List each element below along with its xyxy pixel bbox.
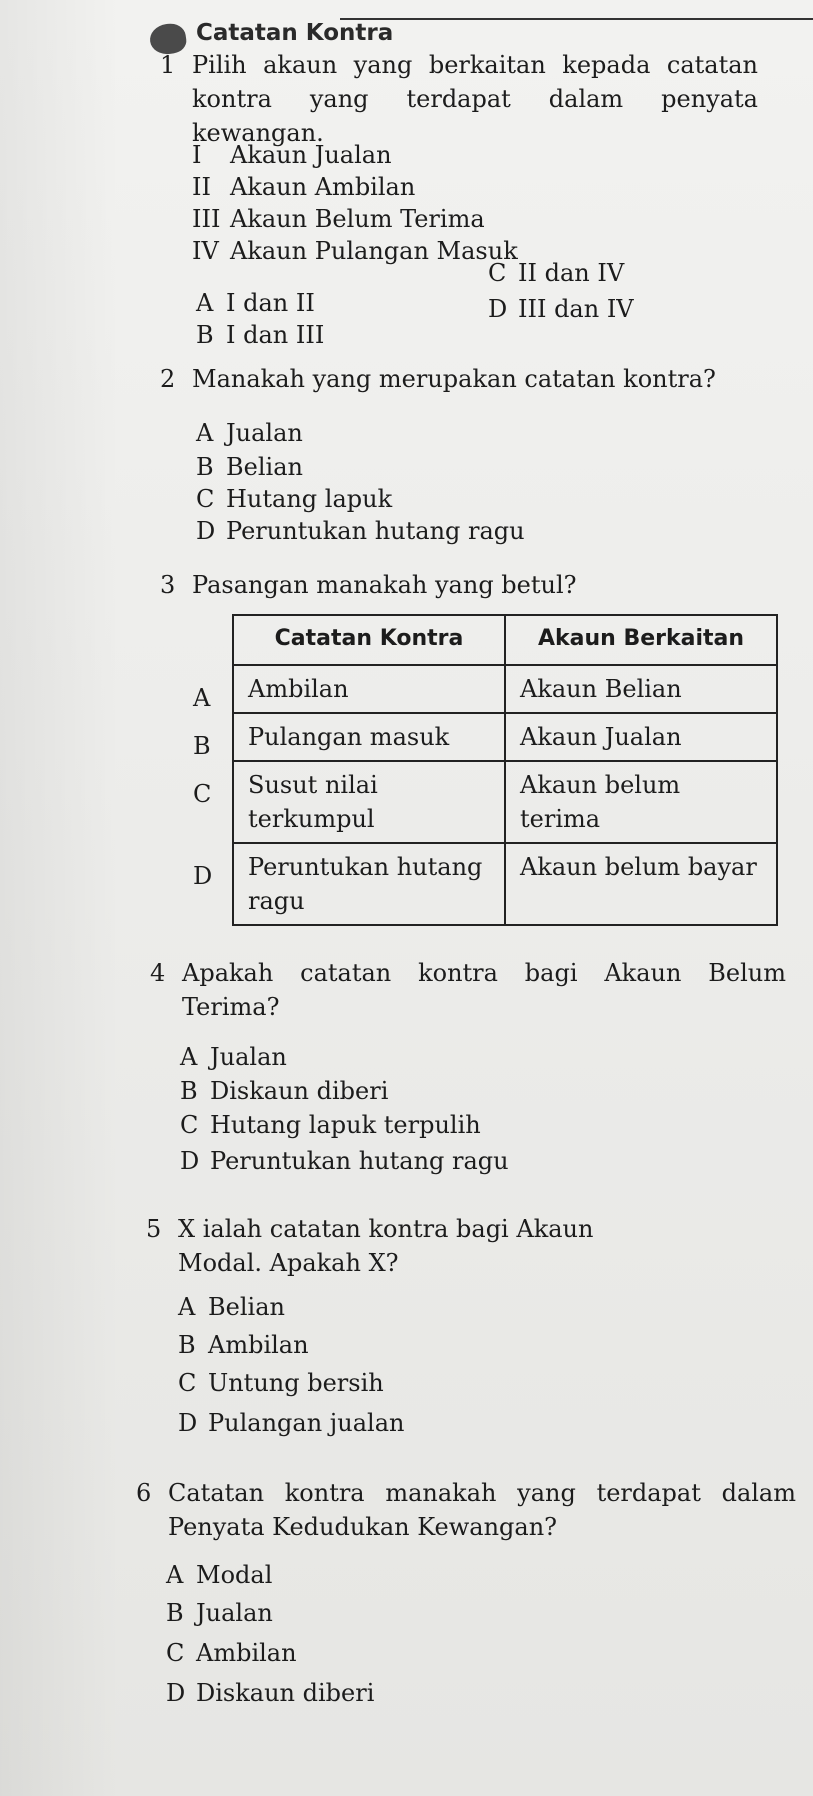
q1-item-2: II Akaun Ambilan xyxy=(192,173,416,201)
column-header-kontra: Catatan Kontra xyxy=(233,615,505,665)
question-stem: X ialah catatan kontra bagi Akaun Modal. Apakah X? xyxy=(178,1215,594,1277)
cell-akaun: Akaun belum bayar xyxy=(505,843,777,925)
q5-option-a[interactable]: A Belian xyxy=(178,1293,285,1321)
q2-option-a[interactable]: A Jualan xyxy=(196,419,303,447)
q2-option-d[interactable]: D Peruntukan hutang ragu xyxy=(196,517,525,545)
cell-akaun: Akaun Belian xyxy=(505,665,777,713)
table-row xyxy=(233,761,777,843)
q3-row-letter-c[interactable]: C xyxy=(193,780,212,808)
cell-akaun: Akaun belum terima xyxy=(505,761,777,843)
q3-row-letter-d[interactable]: D xyxy=(193,862,213,890)
question-stem: Apakah catatan kontra bagi Akaun Belum Terima? xyxy=(182,959,786,1021)
q6-option-c[interactable]: C Ambilan xyxy=(166,1639,297,1667)
cell-kontra: Pulangan masuk xyxy=(233,713,505,761)
q6-option-a[interactable]: A Modal xyxy=(166,1561,273,1589)
q1-option-a[interactable]: A I dan II xyxy=(196,289,315,317)
question-number: 4 xyxy=(150,959,166,987)
header-rule xyxy=(340,18,813,20)
column-header-akaun: Akaun Berkaitan xyxy=(505,615,777,665)
question-stem: Manakah yang merupakan catatan kontra? xyxy=(192,365,716,393)
cell-kontra: Susut nilai terkumpul xyxy=(233,761,505,843)
q2-option-c[interactable]: C Hutang lapuk xyxy=(196,485,393,513)
q1-item-1: I Akaun Jualan xyxy=(192,141,392,169)
worksheet-title: Catatan Kontra xyxy=(196,20,394,46)
question-number: 1 xyxy=(160,51,176,79)
q5-option-c[interactable]: C Untung bersih xyxy=(178,1369,384,1397)
question-number: 3 xyxy=(160,571,176,599)
question-number: 6 xyxy=(136,1479,152,1507)
table-row xyxy=(233,843,777,925)
question-6 xyxy=(136,1476,796,1556)
q3-row-letter-a[interactable]: A xyxy=(193,684,211,712)
q4-option-a[interactable]: A Jualan xyxy=(180,1043,287,1071)
q5-option-b[interactable]: B Ambilan xyxy=(178,1331,309,1359)
question-4 xyxy=(150,956,786,1032)
question-3 xyxy=(160,568,760,608)
q3-row-letter-b[interactable]: B xyxy=(193,732,211,760)
cell-kontra: Peruntukan hutang ragu xyxy=(233,843,505,925)
table-row xyxy=(233,665,777,713)
q1-option-b[interactable]: B I dan III xyxy=(196,321,325,349)
question-2 xyxy=(160,362,760,402)
q1-item-3: III Akaun Belum Terima xyxy=(192,205,485,233)
question-number: 2 xyxy=(160,365,176,393)
q4-option-d[interactable]: D Peruntukan hutang ragu xyxy=(180,1147,509,1175)
q4-option-c[interactable]: C Hutang lapuk terpulih xyxy=(180,1111,481,1139)
cell-kontra: Ambilan xyxy=(233,665,505,713)
question-stem: Pasangan manakah yang betul? xyxy=(192,571,577,599)
question-stem: Pilih akaun yang berkaitan kepada catatan kontra yang terdapat dalam penyata kewangan. xyxy=(192,51,758,147)
question-5 xyxy=(146,1212,746,1292)
question-stem: Catatan kontra manakah yang terdapat dalam Penyata Kedudukan Kewangan? xyxy=(168,1479,796,1541)
q6-option-b[interactable]: B Jualan xyxy=(166,1599,273,1627)
q2-option-b[interactable]: B Belian xyxy=(196,453,303,481)
table-header-row xyxy=(233,615,777,665)
question-1 xyxy=(160,48,760,147)
q4-option-b[interactable]: B Diskaun diberi xyxy=(180,1077,389,1105)
q6-option-d[interactable]: D Diskaun diberi xyxy=(166,1679,375,1707)
cell-akaun: Akaun Jualan xyxy=(505,713,777,761)
q3-pairs-table xyxy=(232,614,778,926)
q5-option-d[interactable]: D Pulangan jualan xyxy=(178,1409,405,1437)
table-row xyxy=(233,713,777,761)
question-number: 5 xyxy=(146,1215,162,1243)
q1-item-4: IV Akaun Pulangan Masuk xyxy=(192,237,518,265)
q1-option-c[interactable]: C II dan IV xyxy=(488,259,625,287)
q1-option-d[interactable]: D III dan IV xyxy=(488,295,634,323)
